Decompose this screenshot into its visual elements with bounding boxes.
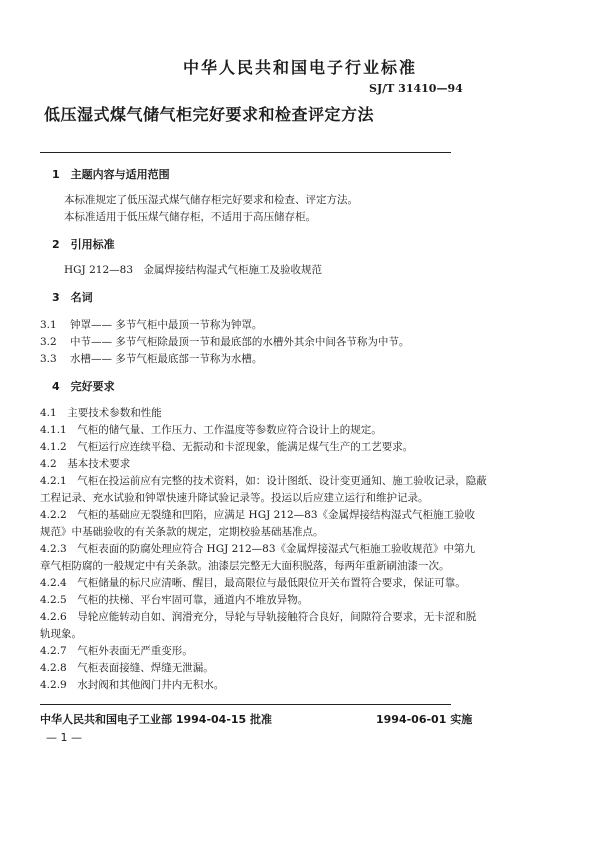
section-3-heading: 3 名词 (52, 291, 93, 304)
clause-4-1: 4.1 主要技术参数和性能 (40, 407, 162, 419)
section-1-para-2: 本标准适用于低压煤气储存柜，不适用于高压储存柜。 (64, 211, 316, 223)
section-1-para-1: 本标准规定了低压湿式煤气储存柜完好要求和检查、评定方法。 (64, 194, 358, 206)
term-number: 3.2 (40, 336, 57, 348)
clause-4-2-2-cont: 规范》中基础验收的有关条款的规定，定期校验基础基准点。 (40, 526, 324, 538)
clause-4-2-1: 4.2.1 气柜在投运前应有完整的技术资料，如：设计图纸、设计变更通知、施工验收记录，隐蔽 (40, 475, 487, 487)
clause-4-2-7: 4.2.7 气柜外表面无严重变形。 (40, 645, 193, 657)
standard-number: SJ/T 31410—94 (369, 82, 463, 95)
effective-date: 1994-06-01 实施 (376, 713, 473, 726)
term-text: 中节—— 多节气柜除最顶一节和最底部的水槽外其余中间各节称为中节。 (70, 336, 410, 348)
clause-4-2-9: 4.2.9 水封阀和其他阀门井内无积水。 (40, 679, 225, 691)
section-1-heading: 1 主题内容与适用范围 (52, 168, 170, 181)
clause-4-2-5: 4.2.5 气柜的扶梯、平台牢固可靠，通道内不堆放异物。 (40, 594, 309, 606)
term-number: 3.1 (40, 319, 57, 331)
clause-4-2-4: 4.2.4 气柜储量的标尺应清晰、醒目，最高限位与最低限位开关布置符合要求，保证可靠。 (40, 577, 466, 589)
document-title: 低压湿式煤气储气柜完好要求和检查评定方法 (44, 105, 375, 124)
standard-org-header: 中华人民共和国电子行业标准 (182, 58, 417, 77)
clause-4-2-3-cont: 章气柜防腐的一般规定中有关条款。油漆层完整无大面积脱落，每两年重新刷油漆一次。 (40, 560, 450, 572)
clause-4-1-1: 4.1.1 气柜的储气量、工作压力、工作温度等参数应符合设计上的规定。 (40, 424, 382, 436)
term-item (40, 351, 262, 366)
section-4-heading: 4 完好要求 (52, 380, 115, 393)
clause-4-2-1-cont: 工程记录、充水试验和钟罩快速升降试验记录等。投运以后应建立运行和维护记录。 (40, 492, 429, 504)
header-divider (40, 152, 451, 153)
clause-4-2-8: 4.2.8 气柜表面接缝、焊缝无泄漏。 (40, 662, 214, 674)
page-number: — 1 — (46, 731, 82, 744)
term-text: 水槽—— 多节气柜最底部一节称为水槽。 (70, 353, 263, 365)
footer-divider (40, 704, 451, 705)
clause-4-2-6-cont: 轨现象。 (40, 628, 82, 640)
clause-4-1-2: 4.1.2 气柜运行应连续平稳、无振动和卡涩现象，能满足煤气生产的工艺要求。 (40, 441, 414, 453)
term-item (40, 334, 409, 349)
clause-4-2-6: 4.2.6 导轮应能转动自如、润滑充分，导轮与导轨接触符合良好，间隙符合要求，无卡涩和脱 (40, 611, 477, 623)
term-number: 3.3 (40, 353, 57, 365)
clause-4-2-2: 4.2.2 气柜的基础应无裂缝和凹陷，应满足 HGJ 212—83《金属焊接结构湿式气柜施工验收 (40, 509, 476, 521)
term-text: 钟罩—— 多节气柜中最顶一节称为钟罩。 (70, 319, 263, 331)
clause-4-2-3: 4.2.3 气柜表面的防腐处理应符合 HGJ 212—83《金属焊接湿式气柜施工验收规范》中第九 (40, 543, 476, 555)
clause-4-2: 4.2 基本技术要求 (40, 458, 131, 470)
term-item (40, 317, 262, 332)
reference-standard: HGJ 212—83 金属焊接结构湿式气柜施工及验收规范 (64, 264, 322, 276)
approval-date: 中华人民共和国电子工业部 1994-04-15 批准 (40, 713, 273, 726)
section-2-heading: 2 引用标准 (52, 238, 115, 251)
